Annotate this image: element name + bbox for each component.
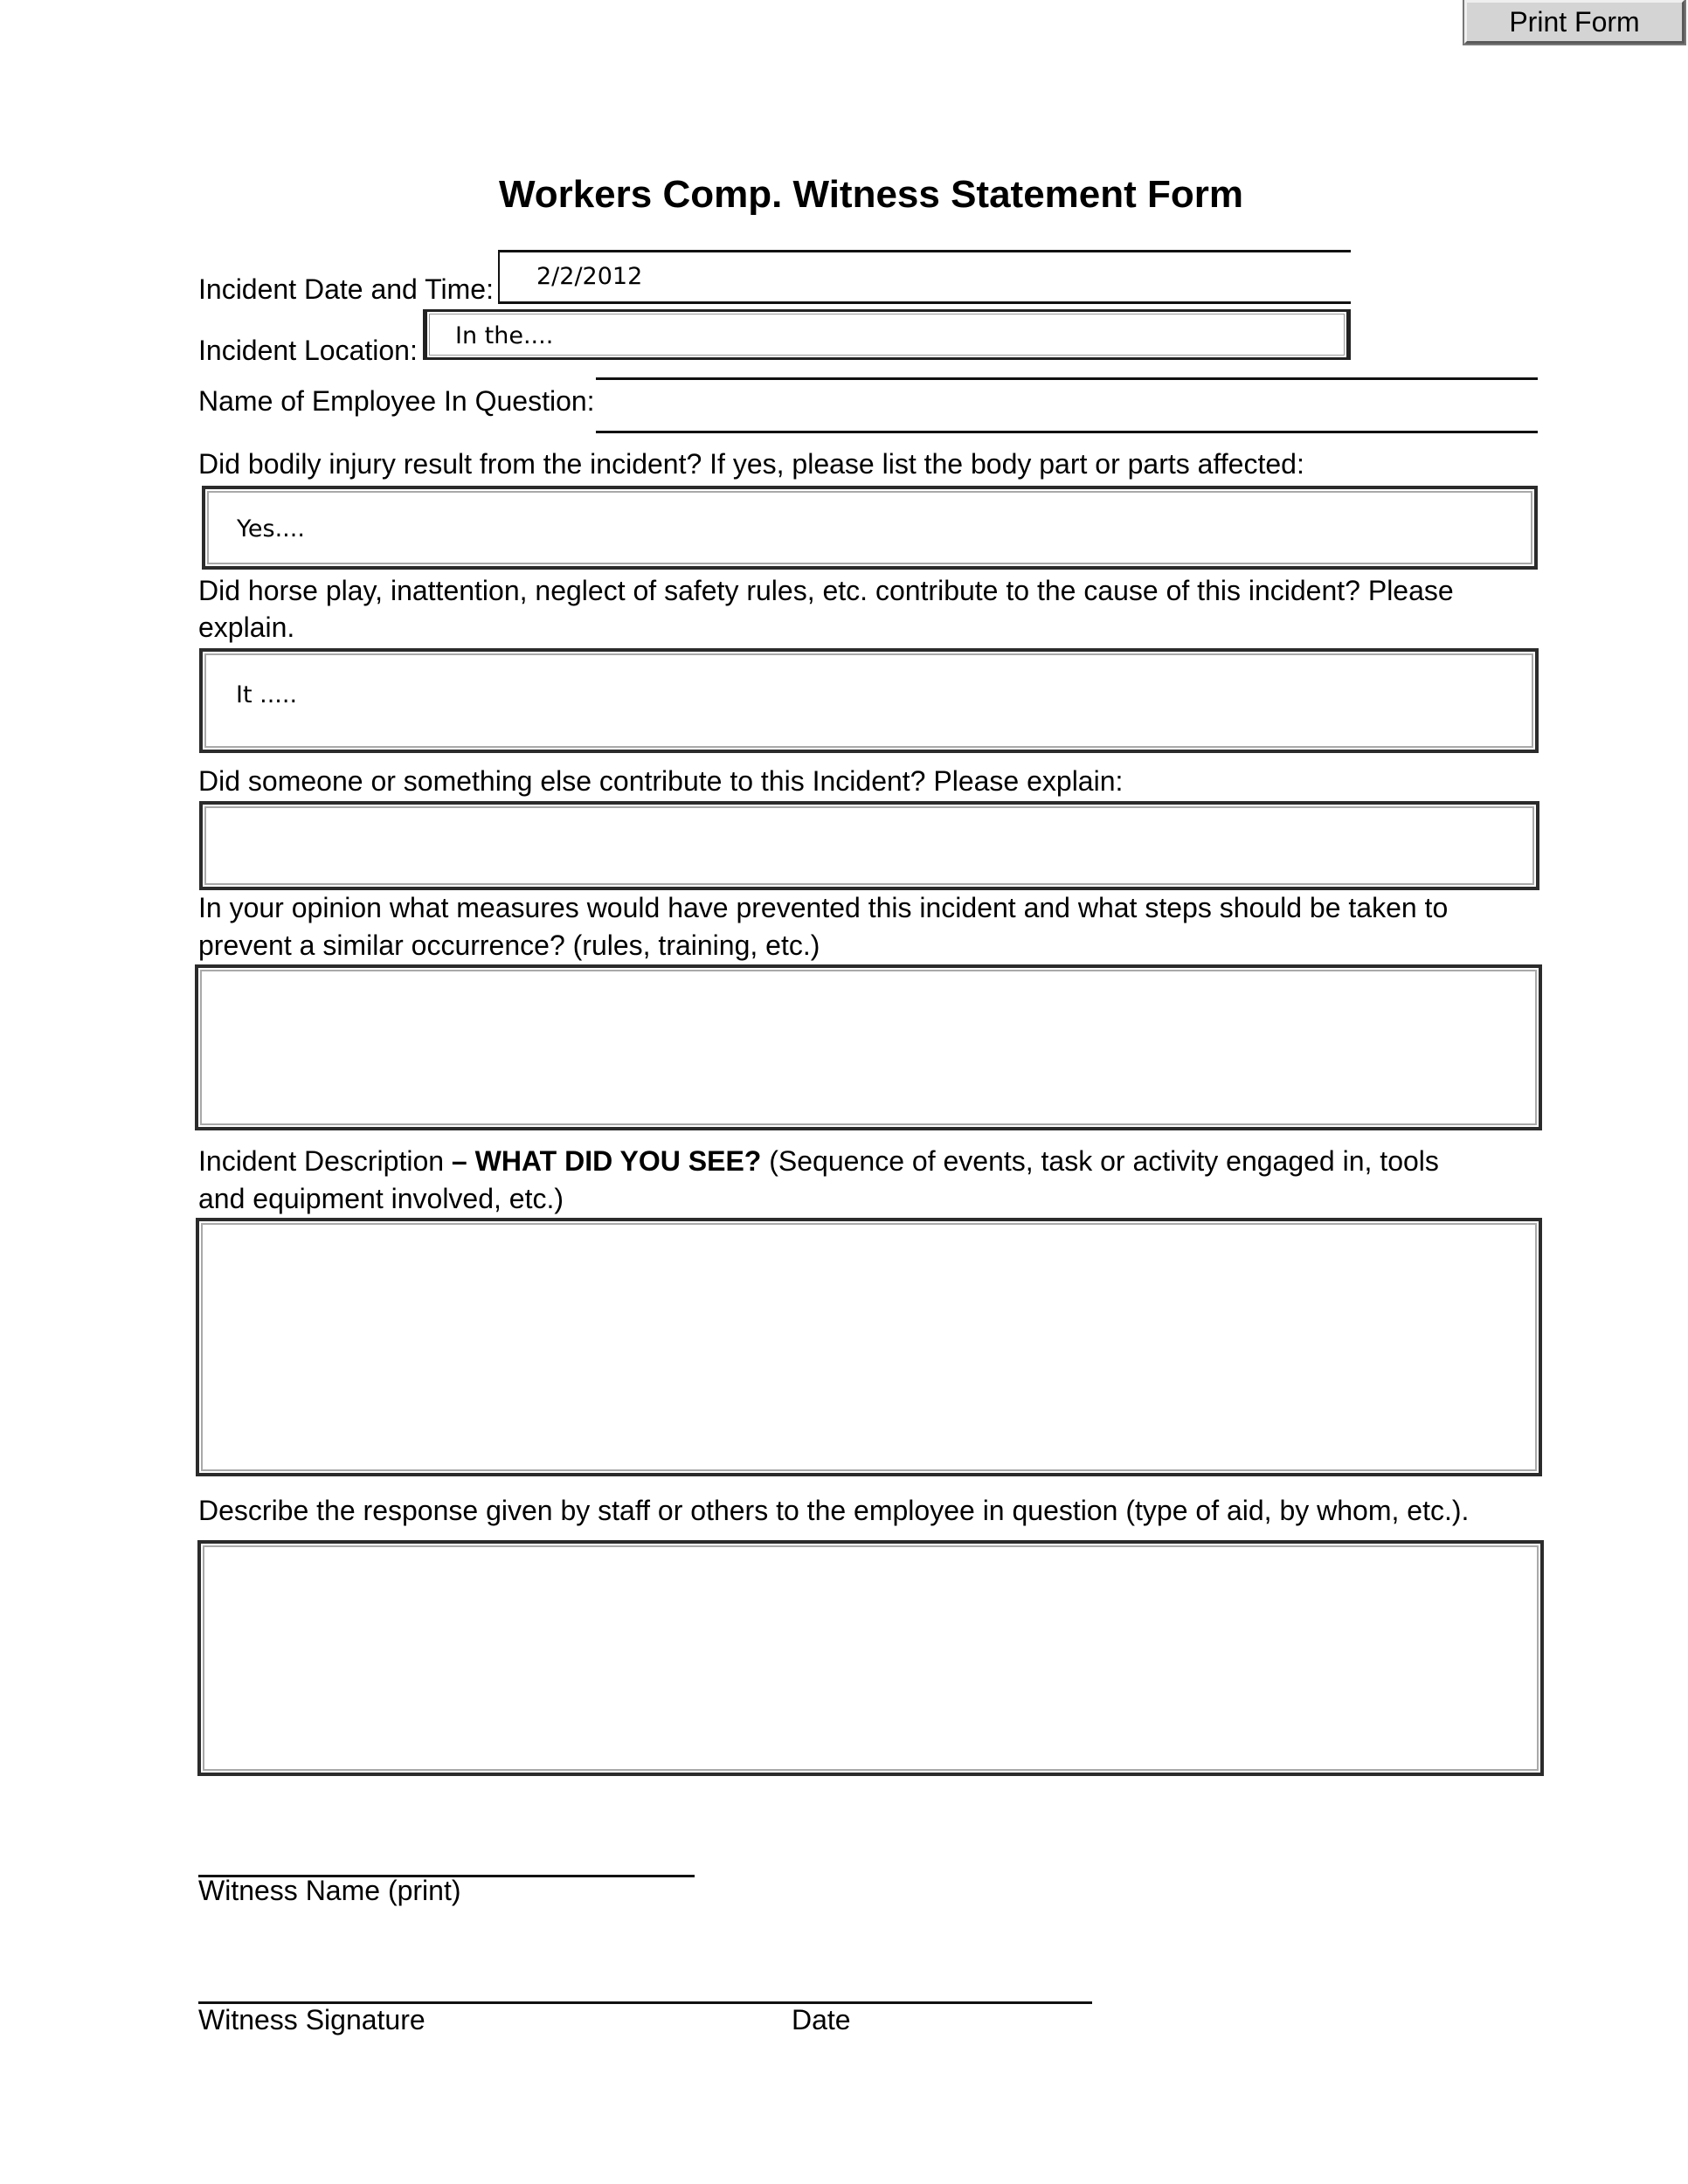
form-title: Workers Comp. Witness Statement Form <box>498 173 1244 216</box>
horse-play-question-line2: explain. <box>198 612 295 643</box>
someone-else-question: Did someone or something else contribute to this Incident? Please explain: <box>198 765 1124 797</box>
incident-date-field[interactable] <box>498 250 1351 304</box>
description-field[interactable] <box>196 1218 1542 1476</box>
incident-location-value: In the.... <box>455 322 554 349</box>
description-question-bold: – WHAT DID YOU SEE? <box>451 1145 762 1177</box>
incident-location-label: Incident Location: <box>198 335 418 366</box>
bodily-injury-field[interactable] <box>202 486 1538 570</box>
someone-else-field[interactable] <box>199 801 1539 890</box>
bodily-injury-question: Did bodily injury result from the incident? If yes, please list the body part or parts affected: <box>198 448 1304 480</box>
description-question-line1 <box>198 1143 1439 1179</box>
prevention-question-line1: In your opinion what measures would have prevented this incident and what steps should be taken to <box>198 892 1449 923</box>
horse-play-value: It ..... <box>236 681 298 708</box>
response-question: Describe the response given by staff or others to the employee in question (type of aid, by whom, etc.). <box>198 1495 1470 1526</box>
witness-name-label: Witness Name (print) <box>198 1875 461 1906</box>
description-question-suffix: (Sequence of events, task or activity engaged in, tools <box>761 1145 1439 1177</box>
incident-date-value: 2/2/2012 <box>536 263 643 290</box>
description-question-prefix: Incident Description <box>198 1145 452 1177</box>
print-form-button[interactable]: Print Form <box>1464 0 1685 44</box>
prevention-field[interactable] <box>195 964 1542 1130</box>
date-label: Date <box>792 2004 851 2035</box>
incident-location-field[interactable] <box>423 309 1351 360</box>
response-field[interactable] <box>197 1540 1544 1776</box>
horse-play-field[interactable] <box>199 648 1539 753</box>
incident-date-label: Incident Date and Time: <box>198 273 494 305</box>
witness-signature-label: Witness Signature <box>198 2004 425 2035</box>
employee-name-label: Name of Employee In Question: <box>198 385 595 417</box>
bodily-injury-value: Yes.... <box>237 515 305 543</box>
description-question-line2: and equipment involved, etc.) <box>198 1183 564 1214</box>
employee-name-field[interactable] <box>596 377 1538 433</box>
prevention-question-line2: prevent a similar occurrence? (rules, training, etc.) <box>198 930 820 961</box>
horse-play-question-line1: Did horse play, inattention, neglect of safety rules, etc. contribute to the cause of this incident? Please <box>198 575 1454 606</box>
